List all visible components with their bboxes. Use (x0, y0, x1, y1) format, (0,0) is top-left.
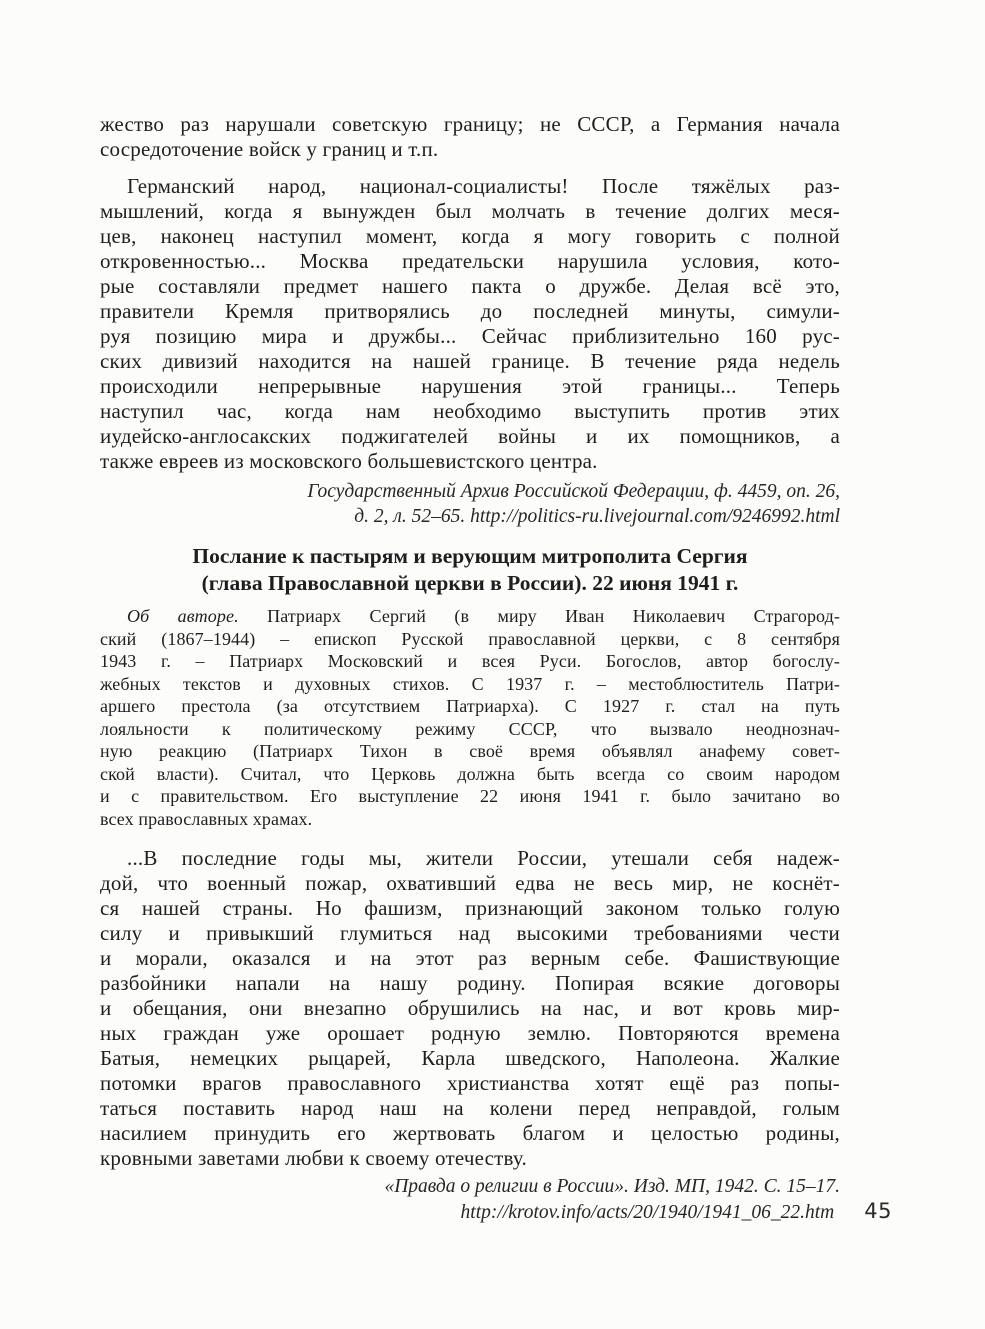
text-line: д. 2, л. 52–65. http://politics-ru.livejournal.com/9246992.html (354, 506, 840, 527)
text-line: кровными заветами любви к своему отечеству. (100, 1146, 527, 1170)
text-line: сосредоточение войск у границ и т.п. (100, 137, 439, 161)
text-line: ных граждан уже орошает родную землю. Повторяются времена (100, 1021, 840, 1045)
text-line: всех православных храмах. (100, 808, 313, 829)
text-line: Батыя, немецких рыцарей, Карла шведского, Наполеона. Жалкие (100, 1046, 840, 1070)
citation-pravda-url: http://krotov.info/acts/20/1940/1941_06_22.htm (460, 1202, 835, 1223)
text-line: руя позицию мира и дружбы... Сейчас приблизительно 160 рус- (100, 324, 840, 348)
text-line: дой, что военный пожар, охвативший едва не весь мир, не коснёт- (100, 871, 840, 895)
text-line: рые составляли предмет нашего пакта о дружбе. Делая всё это, (100, 274, 840, 298)
section-heading (100, 543, 840, 597)
text-line: цев, наконец наступил момент, когда я могу говорить с полной (100, 224, 840, 248)
text-line: и морали, оказался и на этот раз верным себе. Фашиствующие (100, 946, 840, 970)
paragraph-continuation (100, 112, 840, 162)
text-line: ский (1867–1944) – епископ Русской православной церкви, с 8 сентября (100, 628, 840, 649)
text-column (100, 112, 892, 1225)
text-line: насилием принудить его жертвовать благом и целостью родины, (100, 1121, 840, 1145)
text-line: мышлений, когда я вынужден был молчать в течение долгих меся- (100, 199, 840, 223)
text-line: наступил час, когда нам необходимо выступить против этих (100, 399, 840, 423)
text-line: ся нашей страны. Но фашизм, признающий законом только голую (100, 896, 840, 920)
text-line: 1943 г. – Патриарх Московский и всея Руси. Богослов, автор богослу- (100, 651, 840, 671)
text-line: жество раз нарушали советскую границу; не СССР, а Германия начала (100, 112, 840, 136)
text-line: Германский народ, национал-социалисты! После тяжёлых раз- (127, 174, 840, 198)
text-line: происходили непрерывные нарушения этой границы... Теперь (100, 374, 840, 398)
text-line: откровенностью... Москва предательски нарушила условия, кото- (100, 249, 840, 273)
text-line: иудейско-англосакских поджигателей войны и их помощников, а (100, 424, 840, 448)
text-line: правители Кремля притворялись до последней минуты, симули- (100, 299, 840, 323)
paragraph-message (100, 846, 840, 1171)
text-line: ную реакцию (Патриарх Тихон в своё время объявлял анафему совет- (100, 741, 840, 761)
text-line: (глава Православной церкви в России). 22 июня 1941 г. (201, 571, 739, 595)
about-author-lead: Об авторе. (127, 606, 239, 626)
about-first-rest: Патриарх Сергий (в миру Иван Николаевич Страгород- (267, 606, 840, 626)
source-citation-garf (100, 479, 840, 529)
about-rest-lines (100, 628, 840, 831)
text-line: также евреев из московского большевистского центра. (100, 449, 598, 473)
text-line: жебных текстов и духовных стихов. С 1937 г. – местоблюститель Патри- (100, 673, 840, 694)
text-line: и с правительством. Его выступление 22 июня 1941 г. было зачитано во (100, 786, 840, 806)
text-line: аршего престола (за отсутствием Патриарха). С 1927 г. стал на путь (100, 696, 840, 716)
text-line: Государственный Архив Российской Федерации, ф. 4459, оп. 26, (307, 481, 840, 502)
text-line: таться поставить народ наш на колени перед неправдой, голым (100, 1096, 840, 1120)
source-citation-pravda (100, 1174, 892, 1225)
text-line: разбойники напали на нашу родину. Попирая всякие договоры (100, 971, 840, 995)
text-line: ских дивизий находится на нашей границе. В течение ряда недель (100, 349, 840, 373)
text-line: силу и привыкший глумиться над высокими требованиями чести (100, 921, 840, 945)
text-line: Послание к пастырям и верующим митрополита Сергия (192, 544, 748, 568)
paragraph-about-author (100, 605, 840, 830)
citation-pravda-line-1: «Правда о религии в России». Изд. МП, 1942. С. 15–17. (384, 1176, 840, 1197)
text-line: ...В последние годы мы, жители России, утешали себя надеж- (127, 846, 840, 870)
citation-pravda-last-row (100, 1199, 892, 1225)
paragraph-hitler-speech (100, 174, 840, 474)
about-first-line (100, 605, 840, 628)
text-line: лояльности к политическому режиму СССР, что вызвало неоднознач- (100, 718, 840, 739)
text-line: и обещания, они внезапно обрушились на нас, и вот кровь мир- (100, 996, 840, 1020)
text-line: ской власти). Считал, что Церковь должна быть всегда со своим народом (100, 763, 840, 784)
page-number: 45 (864, 1199, 892, 1223)
text-line: потомки врагов православного христианства хотят ещё раз попы- (100, 1071, 840, 1095)
